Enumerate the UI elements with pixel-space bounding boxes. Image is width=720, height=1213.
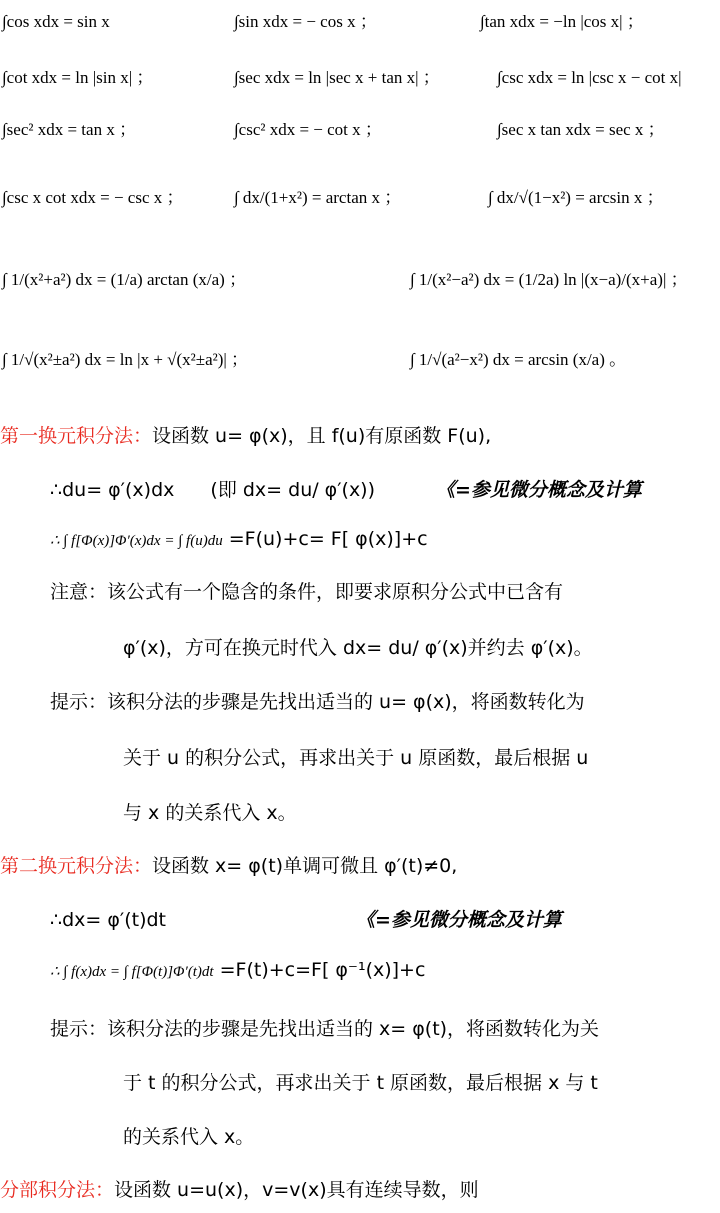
section3-heading <box>0 1178 479 1202</box>
formula-csc-squared: ∫csc² xdx = − cot x ； <box>234 120 382 139</box>
section1-title: 第一换元积分法： <box>0 425 153 447</box>
section1-heading <box>0 424 491 448</box>
formula-csc: ∫csc xdx = ln |csc x − cot x| <box>497 68 682 87</box>
section2-intro: 设函数 x= φ(t)单调可微且 φ′(t)≠0, <box>152 855 458 877</box>
formula-tan: ∫tan xdx = −ln |cos x| ； <box>480 12 644 31</box>
formula-x2-minus-a2: ∫ 1/(x²−a²) dx = (1/2a) ln |(x−a)/(x+a)| ； <box>410 270 688 289</box>
section1-formula <box>50 527 428 553</box>
formula-sin: ∫sin xdx = − cos x ； <box>234 12 377 31</box>
dx-relation: (即 dx= du/ φ′(x)) <box>210 479 376 501</box>
substitution-result: =F(u)+c= F[ φ(x)]+c <box>222 528 428 550</box>
section2-formula <box>50 958 425 984</box>
section2-hint-line3: 的关系代入 x。 <box>123 1126 255 1148</box>
section2-dx-line: ∴dx= φ′(t)dt <box>50 909 166 931</box>
section3-intro: 设函数 u=u(x)，v=v(x)具有连续导数，则 <box>114 1179 479 1201</box>
substitution-integral: ∴ ∫ f[Φ(x)]Φ′(x)dx = ∫ f(u)du <box>50 533 223 549</box>
formula-sqrt-x2-pm-a2: ∫ 1/√(x²±a²) dx = ln |x + √(x²±a²)| ； <box>2 350 249 369</box>
formula-sec-tan: ∫sec x tan xdx = sec x ； <box>497 120 665 139</box>
section2-hint-line2: 于 t 的积分公式，再求出关于 t 原函数，最后根据 x 与 t <box>123 1072 598 1094</box>
section2-heading <box>0 854 457 878</box>
section2-reference: 《=参见微分概念及计算 <box>356 909 562 931</box>
section1-reference: 《=参见微分概念及计算 <box>436 479 642 501</box>
section1-du-line <box>50 478 375 502</box>
section2-title: 第二换元积分法： <box>0 855 153 877</box>
formula-sqrt-a2-minus-x2: ∫ 1/√(a²−x²) dx = arcsin (x/a) 。 <box>410 350 627 369</box>
formula-csc-cot: ∫csc x cot xdx = − csc x ； <box>2 188 184 207</box>
second-substitution-result: =F(t)+c=F[ φ⁻¹(x)]+c <box>213 959 426 981</box>
formula-arcsin: ∫ dx/√(1−x²) = arcsin x ； <box>488 188 664 207</box>
formula-sec-squared: ∫sec² xdx = tan x ； <box>2 120 137 139</box>
section1-hint-line2: 关于 u 的积分公式，再求出关于 u 原函数，最后根据 u <box>123 747 589 769</box>
section1-intro: 设函数 u= φ(x)，且 f(u)有原函数 F(u), <box>152 425 492 447</box>
section2-hint-line1: 提示：该积分法的步骤是先找出适当的 x= φ(t)，将函数转化为关 <box>50 1018 600 1040</box>
section1-note-line1: 注意：该公式有一个隐含的条件，即要求原积分公式中已含有 <box>50 581 564 603</box>
second-substitution-integral: ∴ ∫ f(x)dx = ∫ f[Φ(t)]Φ′(t)dt <box>50 964 214 980</box>
section3-title: 分部积分法： <box>0 1179 115 1201</box>
formula-x2-plus-a2: ∫ 1/(x²+a²) dx = (1/a) arctan (x/a) ； <box>2 270 247 289</box>
section1-hint-line1: 提示：该积分法的步骤是先找出适当的 u= φ(x)，将函数转化为 <box>50 691 585 713</box>
formula-cos: ∫cos xdx = sin x <box>2 12 110 31</box>
section1-note-line2: φ′(x)，方可在换元时代入 dx= du/ φ′(x)并约去 φ′(x)。 <box>123 637 593 659</box>
formula-arctan: ∫ dx/(1+x²) = arctan x ； <box>234 188 402 207</box>
du-relation: ∴du= φ′(x)dx <box>50 479 175 501</box>
section1-hint-line3: 与 x 的关系代入 x。 <box>123 802 297 824</box>
formula-sec: ∫sec xdx = ln |sec x + tan x| ； <box>234 68 440 87</box>
formula-cot: ∫cot xdx = ln |sin x| ； <box>2 68 154 87</box>
